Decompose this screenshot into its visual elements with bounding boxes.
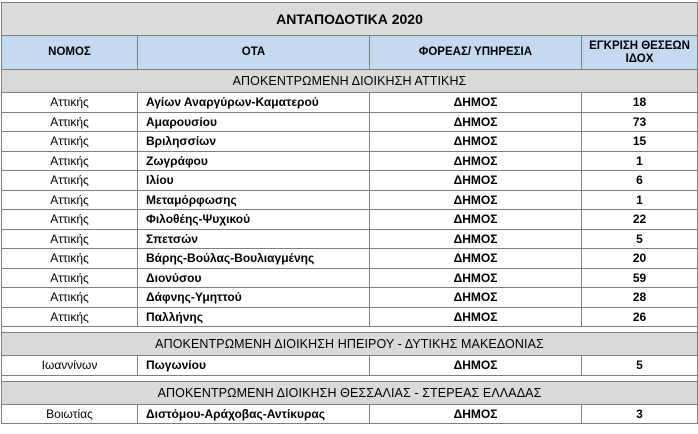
cell-ota: Βάρης-Βούλας-Βουλιαγμένης	[138, 249, 370, 269]
cell-foreas: ΔΗΜΟΣ	[370, 132, 582, 152]
cell-foreas: ΔΗΜΟΣ	[370, 249, 582, 269]
header-ota: ΟΤΑ	[138, 36, 370, 70]
table-row	[2, 112, 698, 132]
cell-theseis: 18	[582, 93, 698, 113]
header-row	[2, 36, 698, 70]
cell-foreas: ΔΗΜΟΣ	[370, 171, 582, 191]
table-row	[2, 93, 698, 113]
cell-theseis: 1	[582, 151, 698, 171]
table-title: ΑΝΤΑΠΟΔΟΤΙΚΑ 2020	[2, 3, 698, 36]
table-row	[2, 288, 698, 308]
table-row	[2, 404, 698, 424]
cell-theseis: 59	[582, 268, 698, 288]
region-row	[2, 333, 698, 356]
cell-ota: Ζωγράφου	[138, 151, 370, 171]
cell-theseis: 73	[582, 112, 698, 132]
table-row	[2, 268, 698, 288]
cell-ota: Δάφνης-Υμηττού	[138, 288, 370, 308]
table-row	[2, 151, 698, 171]
positions-table	[1, 2, 698, 424]
cell-theseis: 15	[582, 132, 698, 152]
cell-nomos: Αττικής	[2, 229, 138, 249]
cell-nomos: Αττικής	[2, 307, 138, 327]
header-theseis: ΕΓΚΡΙΣΗ ΘΕΣΕΩΝ ΙΔΟΧ	[582, 36, 698, 70]
cell-nomos: Αττικής	[2, 171, 138, 191]
cell-ota: Πωγωνίου	[138, 356, 370, 376]
table-row	[2, 356, 698, 376]
cell-ota: Φιλοθέης-Ψυχικού	[138, 210, 370, 230]
cell-foreas: ΔΗΜΟΣ	[370, 356, 582, 376]
cell-theseis: 3	[582, 404, 698, 424]
cell-foreas: ΔΗΜΟΣ	[370, 93, 582, 113]
cell-nomos: Αττικής	[2, 151, 138, 171]
cell-nomos: Ιωαννίνων	[2, 356, 138, 376]
table-row	[2, 229, 698, 249]
cell-foreas: ΔΗΜΟΣ	[370, 288, 582, 308]
cell-theseis: 26	[582, 307, 698, 327]
cell-theseis: 28	[582, 288, 698, 308]
cell-nomos: Βοιωτίας	[2, 404, 138, 424]
cell-foreas: ΔΗΜΟΣ	[370, 404, 582, 424]
cell-foreas: ΔΗΜΟΣ	[370, 112, 582, 132]
header-foreas: ΦΟΡΕΑΣ/ ΥΠΗΡΕΣΙΑ	[370, 36, 582, 70]
cell-ota: Ιλίου	[138, 171, 370, 191]
cell-nomos: Αττικής	[2, 112, 138, 132]
region-title: ΑΠΟΚΕΝΤΡΩΜΕΝΗ ΔΙΟΙΚΗΣΗ ΑΤΤΙΚΗΣ	[2, 70, 698, 93]
cell-foreas: ΔΗΜΟΣ	[370, 151, 582, 171]
cell-theseis: 5	[582, 356, 698, 376]
table-row	[2, 307, 698, 327]
cell-theseis: 1	[582, 190, 698, 210]
cell-foreas: ΔΗΜΟΣ	[370, 268, 582, 288]
cell-foreas: ΔΗΜΟΣ	[370, 307, 582, 327]
cell-ota: Βριλησσίων	[138, 132, 370, 152]
cell-foreas: ΔΗΜΟΣ	[370, 229, 582, 249]
region-row	[2, 381, 698, 404]
cell-nomos: Αττικής	[2, 249, 138, 269]
cell-nomos: Αττικής	[2, 93, 138, 113]
cell-theseis: 20	[582, 249, 698, 269]
table-row	[2, 249, 698, 269]
table-row	[2, 190, 698, 210]
cell-theseis: 6	[582, 171, 698, 191]
cell-ota: Σπετσών	[138, 229, 370, 249]
cell-ota: Διονύσου	[138, 268, 370, 288]
table-row	[2, 210, 698, 230]
cell-foreas: ΔΗΜΟΣ	[370, 210, 582, 230]
cell-ota: Διστόμου-Αράχοβας-Αντίκυρας	[138, 404, 370, 424]
cell-ota: Αγίων Αναργύρων-Καματερού	[138, 93, 370, 113]
cell-nomos: Αττικής	[2, 210, 138, 230]
region-row	[2, 70, 698, 93]
cell-ota: Μεταμόρφωσης	[138, 190, 370, 210]
region-title: ΑΠΟΚΕΝΤΡΩΜΕΝΗ ΔΙΟΙΚΗΣΗ ΘΕΣΣΑΛΙΑΣ - ΣΤΕΡΕΑΣ ΕΛΛΑΔΑΣ	[2, 381, 698, 404]
region-title: ΑΠΟΚΕΝΤΡΩΜΕΝΗ ΔΙΟΙΚΗΣΗ ΗΠΕΙΡΟΥ - ΔΥΤΙΚΗΣ ΜΑΚΕΔΟΝΙΑΣ	[2, 333, 698, 356]
table-row	[2, 132, 698, 152]
cell-ota: Παλλήνης	[138, 307, 370, 327]
cell-foreas: ΔΗΜΟΣ	[370, 190, 582, 210]
cell-nomos: Αττικής	[2, 132, 138, 152]
cell-nomos: Αττικής	[2, 190, 138, 210]
cell-ota: Αμαρουσίου	[138, 112, 370, 132]
table-title-row	[2, 3, 698, 36]
header-nomos: ΝΟΜΟΣ	[2, 36, 138, 70]
cell-theseis: 5	[582, 229, 698, 249]
table-row	[2, 171, 698, 191]
cell-nomos: Αττικής	[2, 268, 138, 288]
cell-theseis: 22	[582, 210, 698, 230]
cell-nomos: Αττικής	[2, 288, 138, 308]
